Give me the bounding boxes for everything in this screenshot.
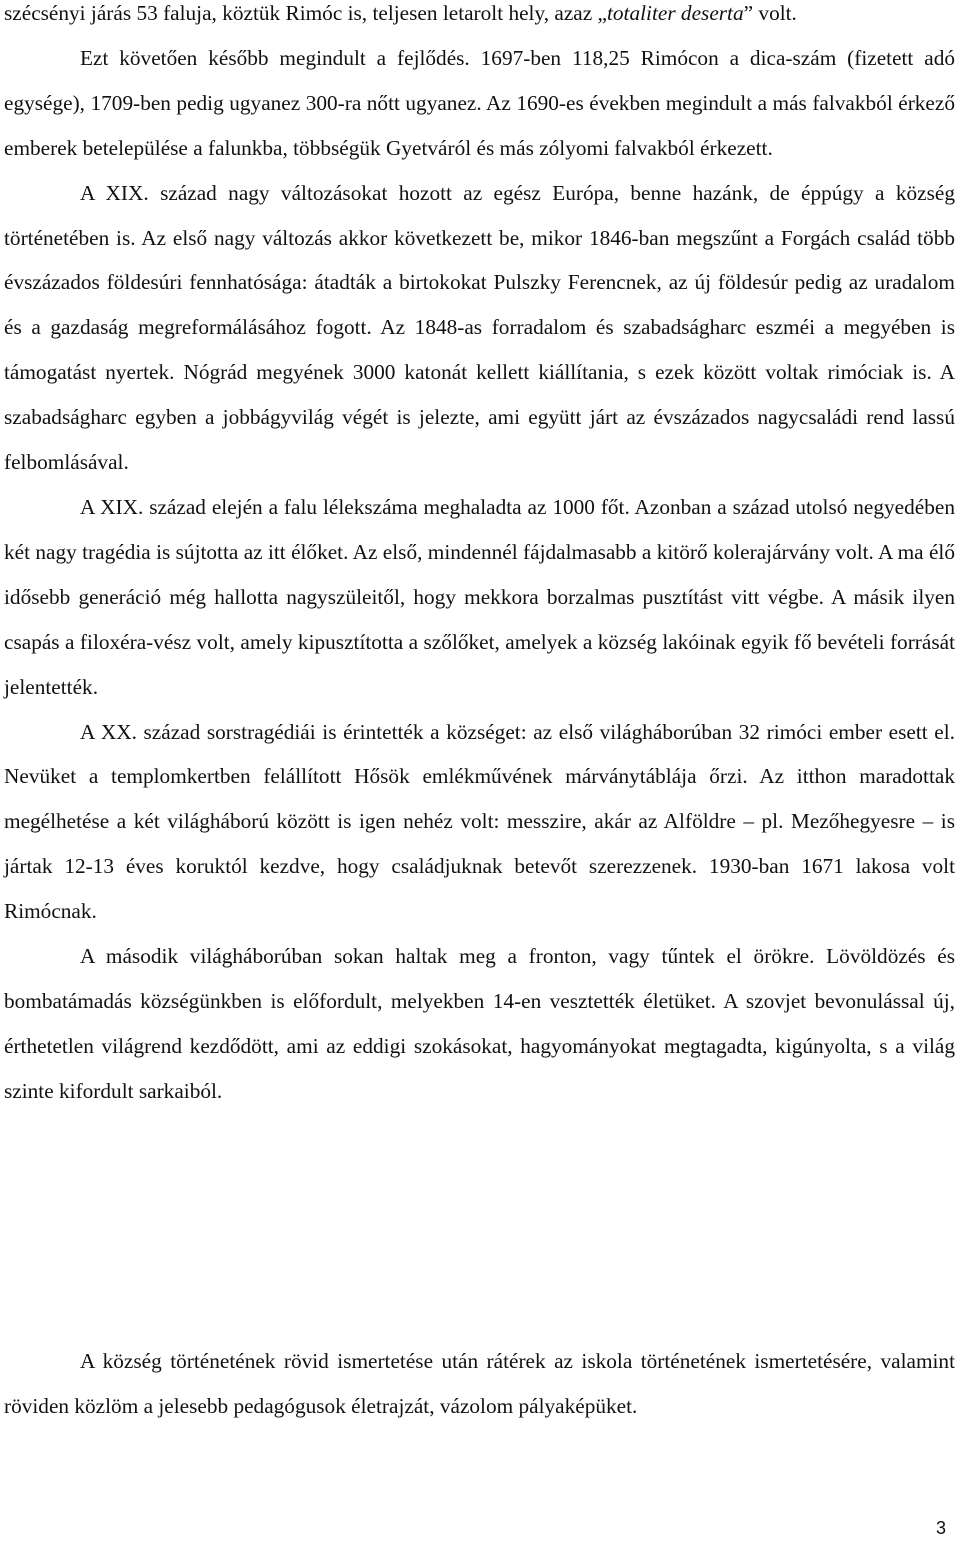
paragraph: Ezt követően később megindult a fejlődés. 1697-ben 118,25 Rimócon a dica-szám (fizetett adó egysége), 1709-ben pedig ugyanez 300-ra nőtt ugyanez. Az 1690-es években megindult a más falvakból érkező emberek betelepülése a falunkba, többségük Gyetváról és más zólyomi falvakból érkezett. [4,45,955,160]
paragraph: A XIX. század nagy változásokat hozott az egész Európa, benne hazánk, de éppúgy a község történetében is. Az első nagy változás akkor következett be, mikor 1846-ban megszűnt a Forgách család több évszázados földesúri fennhatósága: átadták a birtokokat Pulszky Ferencnek, az új földesúr pedig az uradalom és a gazdaság megreformálásához fogott. Az 1848-as forradalom és szabadságharc eszméi a megyében is támogatást nyertek. Nógrád megyének 3000 katonát kellett kiállítania, s ezek között voltak rimóciak is. A szabadságharc egyben a jobbágyvilág végét is jelezte, ami együtt járt az évszázados nagycsaládi rend lassú felbomlásával. [4,180,955,475]
paragraph-continuation [4,0,955,36]
body-text [4,0,955,1114]
page-number: 3 [935,1518,946,1538]
italic-latin-phrase: totaliter deserta [606,1,744,25]
paragraph: A XX. század sorstragédiái is érintették a községet: az első világháborúban 32 rimóci ember esett el. Nevüket a templomkertben felállított Hősök emlékművének márványtáblája őrzi. Az itthon maradottak megélhetése a két világháború között is igen nehéz volt: messzire, akár az Alföldre – pl. Mezőhegyesre – is jártak 12-13 éves koruktól kezdve, hogy családjuknak betevőt szerezzenek. 1930-ban 1671 lakosa volt Rimócnak. [4,719,955,924]
paragraph: A község történetének rövid ismertetése után rátérek az iskola történetének ismertetésére, valamint röviden közlöm a jelesebb pedagógusok életrajzát, vázolom pályaképüket. [4,1349,955,1418]
paragraph-text: szécsényi járás 53 faluja, köztük Rimóc is, teljesen letarolt hely, azaz „ [4,1,607,25]
paragraph: A második világháborúban sokan haltak meg a fronton, vagy tűntek el örökre. Lövöldözés és bombatámadás községünkben is előfordult, melyekben 14-en vesztették életüket. A szovjet bevonulással új, érthetetlen világrend kezdődött, ami az eddigi szokásokat, hagyományokat megtagadta, kigúnyolta, s a világ szinte kifordult sarkaiból. [4,944,955,1103]
closing-text [4,1339,955,1429]
paragraph-text: ” volt. [743,1,797,25]
paragraph: A XIX. század elején a falu lélekszáma meghaladta az 1000 főt. Azonban a század utolsó negyedében két nagy tragédia is sújtotta az itt élőket. Az első, mindennél fájdalmasabb a kitörő kolerajárvány volt. A ma élő idősebb generáció még hallotta nagyszüleitől, hogy mekkora borzalmas pusztítást vitt végbe. A másik ilyen csapás a filoxéra-vész volt, amely kipusztította a szőlőket, amelyek a község lakóinak egyik fő bevételi forrását jelentették. [4,494,955,699]
